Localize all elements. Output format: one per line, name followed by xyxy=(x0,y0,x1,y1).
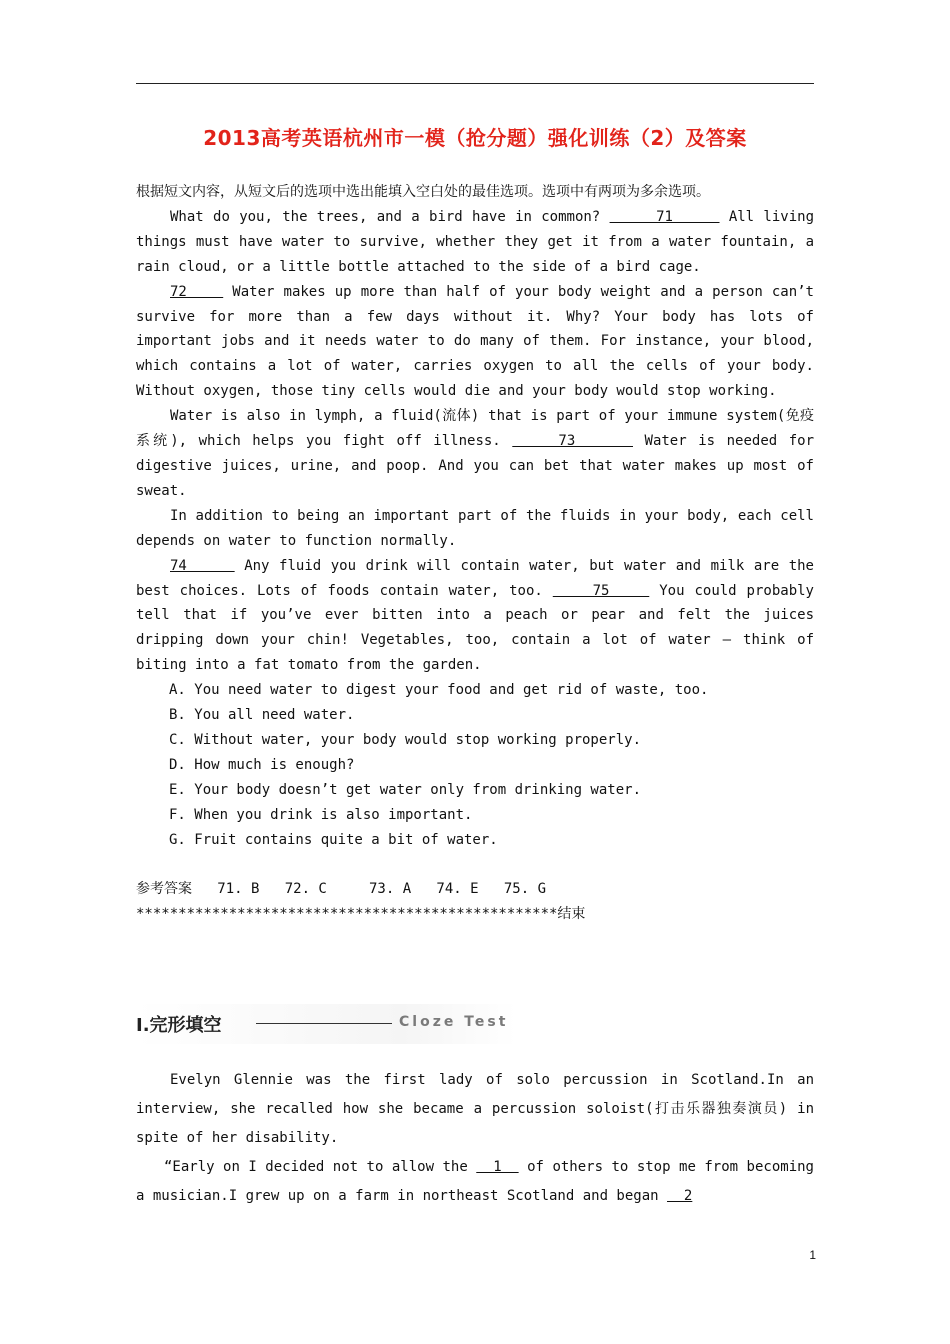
paragraph-3: Water is also in lymph, a fluid(流体) that is part of your immune system(免疫系统), which helps you fight off illness. 73 Water is needed for digestive juices, urine, and poop. And you can bet that water makes up most of sweat. xyxy=(136,408,814,499)
blank-1: 1 xyxy=(476,1159,519,1175)
page-title: 2013高考英语杭州市一模（抢分题）强化训练（2）及答案 xyxy=(203,126,747,150)
heading-divider xyxy=(256,1023,392,1024)
paragraph-4: In addition to being an important part of the fluids in your body, each cell depends on water to function normally. xyxy=(136,507,814,549)
paragraph-5: 74 Any fluid you drink will contain water, but water and milk are the best choices. Lots of foods contain water, too. 75 You could probably tell that if you’ve ever bitten into a peach or pear and felt the juices dripping down your chin! Vegetables, too, contain a lot of water — think of biting into a fat tomato from the garden. xyxy=(136,557,814,674)
cloze-heading-cn: I.完形填空 xyxy=(136,1015,222,1036)
cloze-paragraph-2: “Early on I decided not to allow the 1 of others to stop me from becoming a musician.I grew up on a farm in northeast Scotland and began 2 xyxy=(136,1159,814,1204)
paragraph-1: What do you, the trees, and a bird have in common? 71 All living things must have water to survive, whether they get it from a water fountain, a rain cloud, or a little bottle attached to the side of a bird cage. xyxy=(136,208,814,275)
option-a: A. You need water to digest your food and get rid of waste, too. xyxy=(169,682,709,699)
option-b: B. You all need water. xyxy=(169,707,355,724)
paragraph-2: 72 Water makes up more than half of your body weight and a person can’t survive for more than a few days without it. Why? Your body has lots of important jobs and it needs water to do many of them. For instance, your blood, which contains a lot of water, carries oxygen to all the cells of your body. Without oxygen, those tiny cells would die and your body would stop working. xyxy=(136,283,814,400)
blank-75: 75 xyxy=(552,582,650,599)
cloze-section xyxy=(136,1066,814,1211)
blank-74: 74 xyxy=(170,557,235,574)
end-marker: **************************************************结束 xyxy=(136,906,586,923)
page-number: 1 xyxy=(809,1248,816,1262)
answer-key: 参考答案 71. B 72. C 73. A 74. E 75. G xyxy=(136,881,547,898)
cloze-heading-en: Cloze Test xyxy=(399,1014,509,1030)
blank-73: 73 xyxy=(512,433,633,450)
blank-72: 72 xyxy=(170,283,224,300)
cloze-paragraph-1: Evelyn Glennie was the first lady of solo percussion in Scotland.In an interview, she recalled how she became a percussion soloist(打击乐器独奏演员) in spite of her disability. xyxy=(136,1072,814,1146)
option-d: D. How much is enough? xyxy=(169,756,355,773)
option-c: C. Without water, your body would stop working properly. xyxy=(169,731,642,748)
option-g: G. Fruit contains quite a bit of water. xyxy=(169,831,498,848)
cloze-heading xyxy=(136,1004,516,1044)
reading-section xyxy=(136,180,814,927)
instruction: 根据短文内容，从短文后的选项中选出能填入空白处的最佳选项。选项中有两项为多余选项。 xyxy=(136,184,710,200)
blank-71: 71 xyxy=(609,208,720,225)
option-f: F. When you drink is also important. xyxy=(169,806,473,823)
option-e: E. Your body doesn’t get water only from drinking water. xyxy=(169,781,642,798)
blank-2: 2 xyxy=(667,1188,693,1204)
top-rule xyxy=(136,83,814,84)
